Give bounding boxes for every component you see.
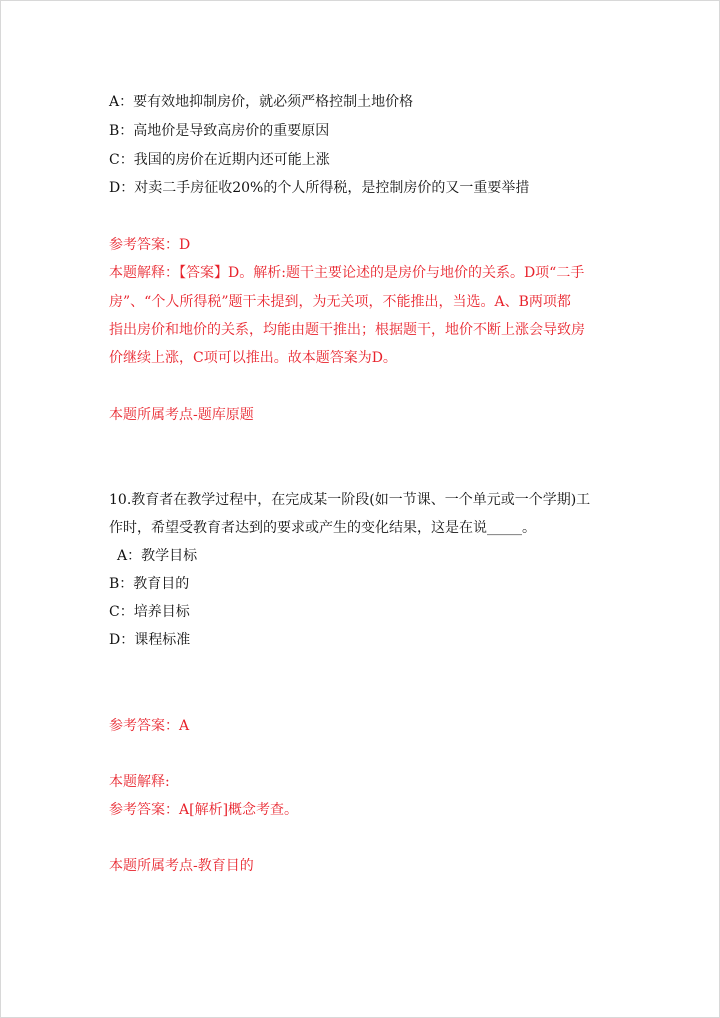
q9-option-b: B：高地价是导致高房价的重要原因 — [109, 123, 330, 139]
q10-option-c: C：培养目标 — [109, 604, 190, 620]
q9-option-a: A：要有效地抑制房价，就必须严格控制土地价格 — [109, 94, 414, 110]
q9-option-c: C：我国的房价在近期内还可能上涨 — [109, 152, 330, 168]
q10-option-b: B：教育目的 — [109, 576, 190, 592]
q10-stem-line-2: 作时，希望受教育者达到的要求或产生的变化结果，这是在说_____。 — [109, 520, 536, 536]
q9-option-d: D：对卖二手房征收20%的个人所得税，是控制房价的又一重要举措 — [109, 180, 530, 196]
q10-option-a: A：教学目标 — [117, 548, 198, 564]
q9-answer: 参考答案：D — [109, 237, 191, 253]
q10-option-d: D：课程标准 — [109, 632, 191, 648]
q9-explanation-line-2: 房”、“个人所得税”题干未提到，为无关项，不能推出，当选。A、B两项都 — [109, 294, 571, 310]
q9-explanation-line-3: 指出房价和地价的关系，均能由题干推出；根据题干，地价不断上涨会导致房 — [109, 322, 585, 338]
q9-explanation-line-4: 价继续上涨，C项可以推出。故本题答案为D。 — [109, 350, 397, 366]
q10-stem-line-1: 10.教育者在教学过程中，在完成某一阶段(如一节课、一个单元或一个学期)工 — [109, 492, 591, 508]
q10-topic: 本题所属考点-教育目的 — [109, 858, 254, 874]
q9-topic: 本题所属考点-题库原题 — [109, 407, 254, 423]
q9-explanation-line-1: 本题解释：【答案】D。解析:题干主要论述的是房价与地价的关系。D项“二手 — [109, 265, 585, 281]
q10-explanation-text: 参考答案：A[解析]概念考查。 — [109, 802, 299, 818]
q10-explanation-label: 本题解释: — [109, 774, 170, 790]
q10-answer: 参考答案：A — [109, 718, 190, 734]
